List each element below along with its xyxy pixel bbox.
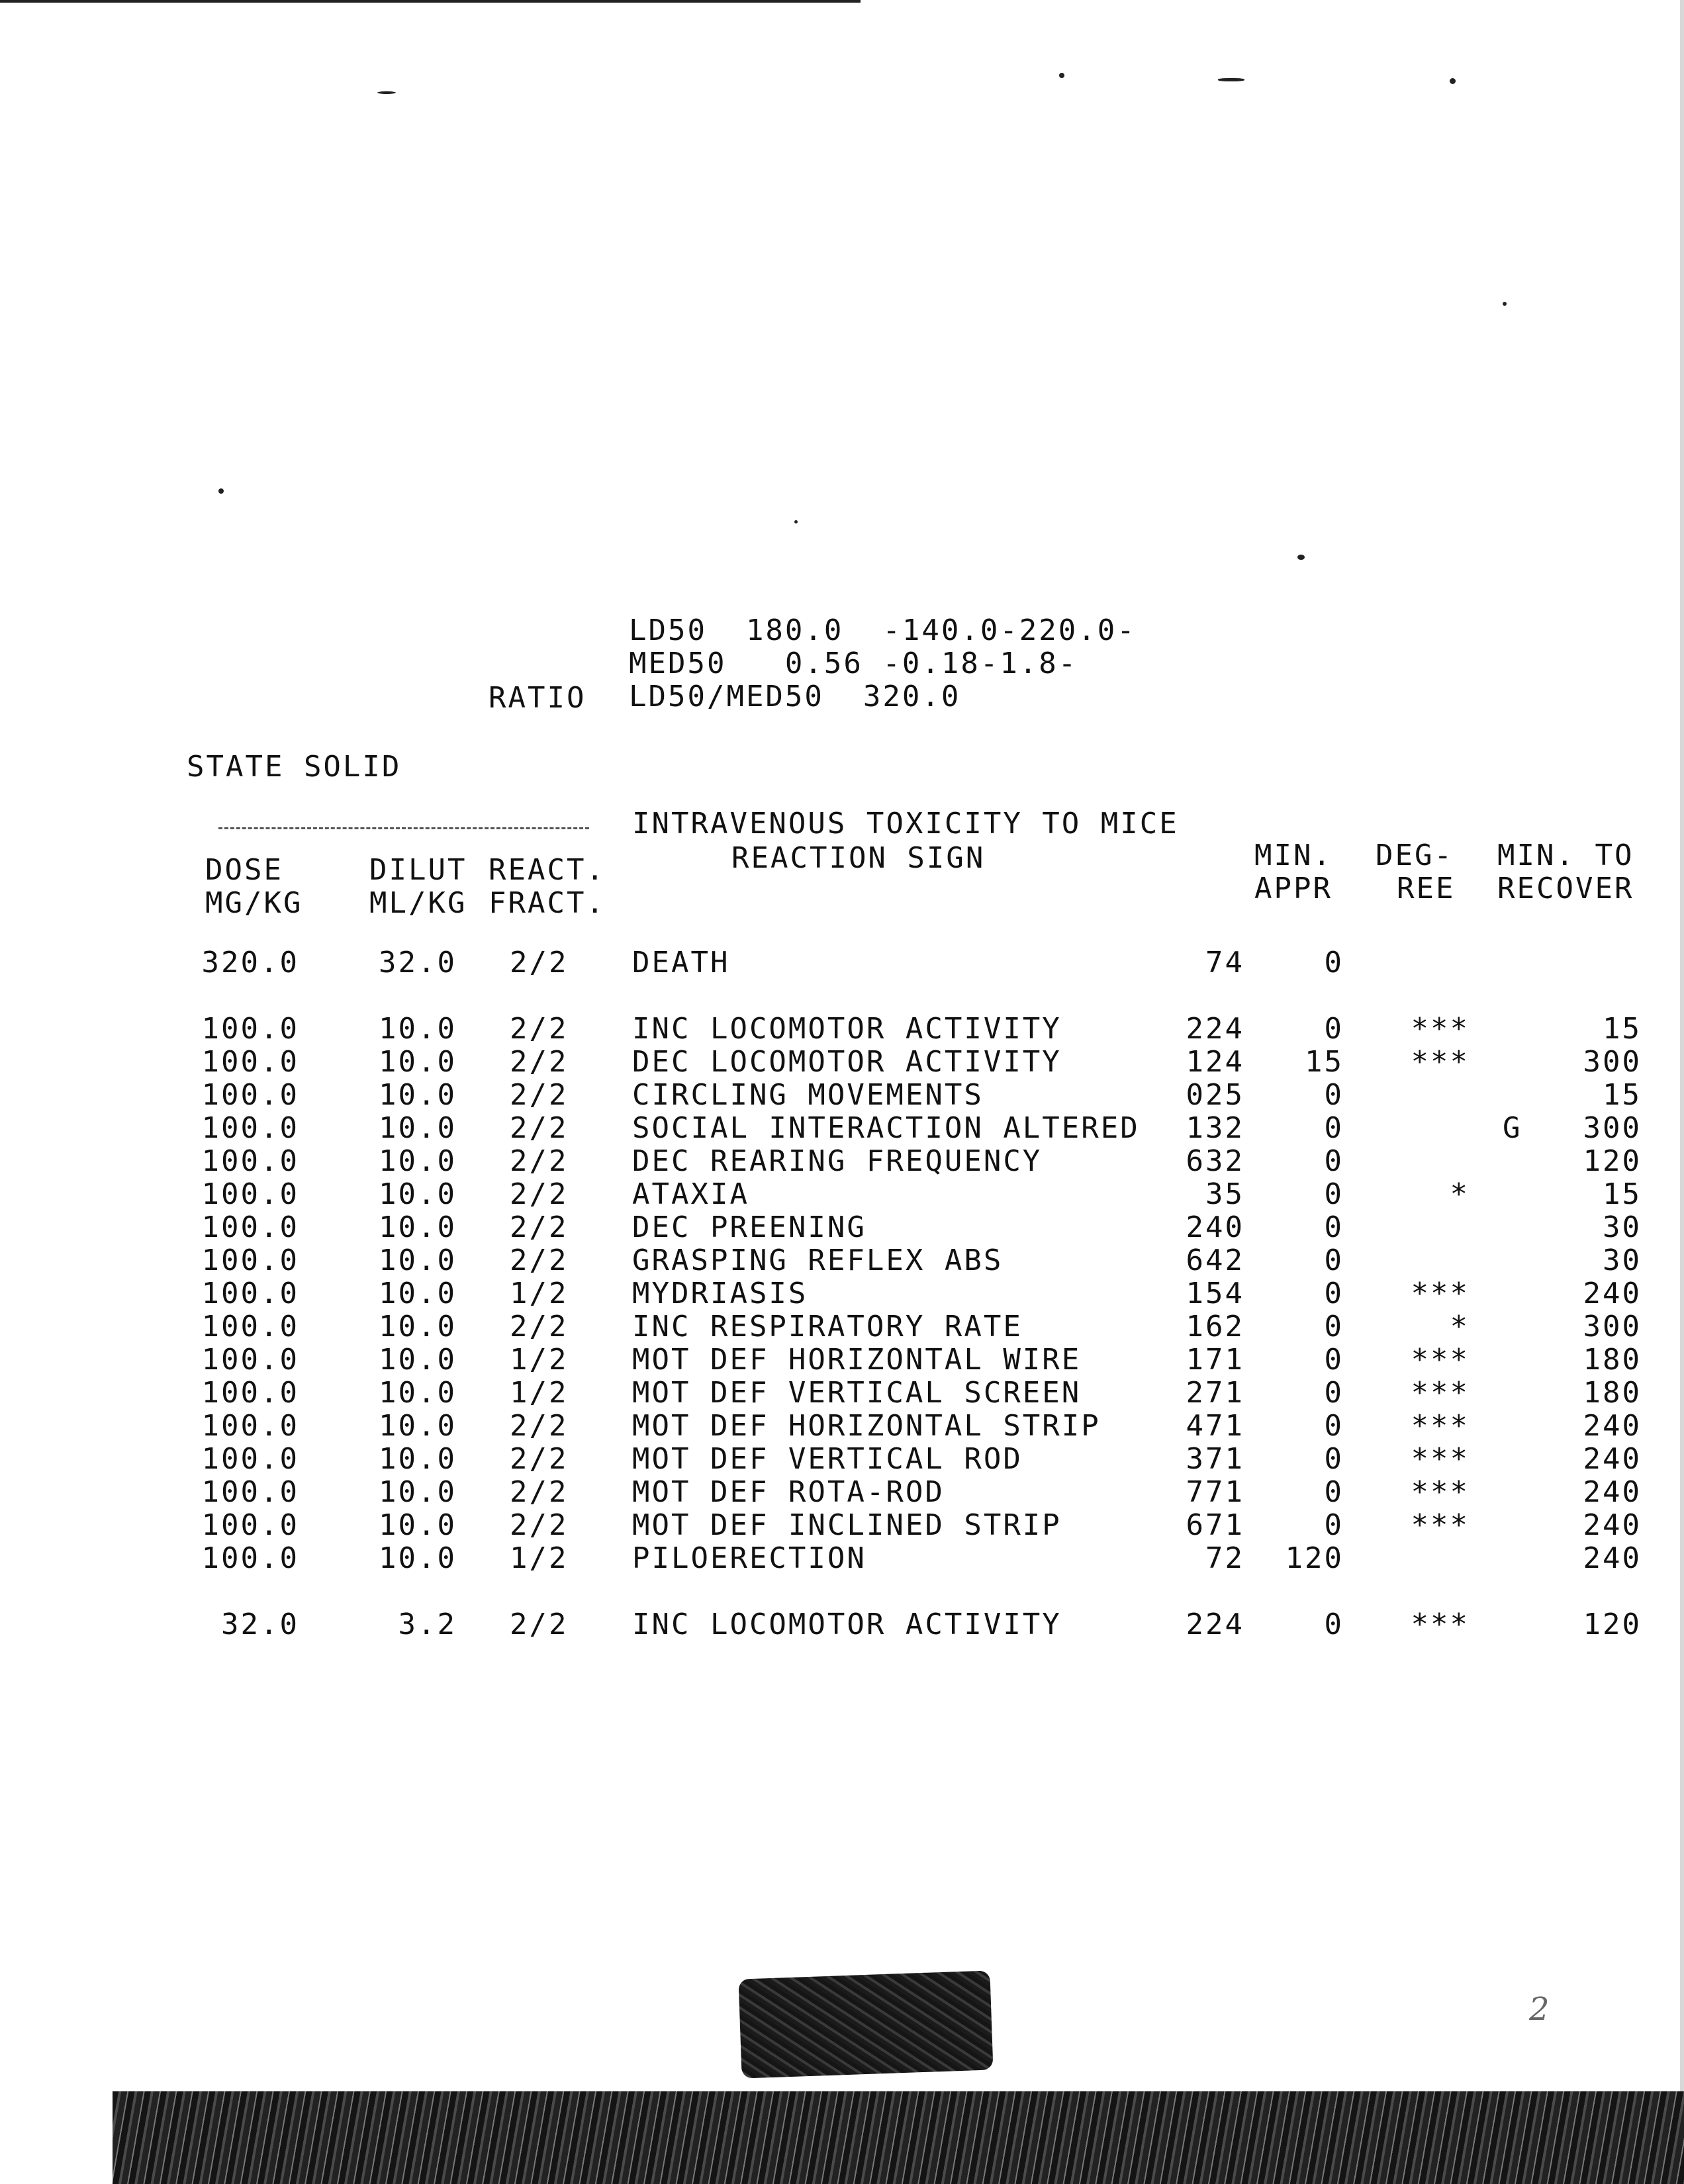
cell-code: 72 bbox=[1205, 1541, 1244, 1575]
cell-sign: MOT DEF HORIZONTAL STRIP bbox=[632, 1409, 1101, 1443]
cell-sign: MYDRIASIS bbox=[632, 1277, 808, 1310]
cell-fract: 2/2 bbox=[510, 1608, 569, 1641]
cell-dose: 100.0 bbox=[201, 1541, 299, 1575]
redaction-blot bbox=[738, 1970, 993, 2078]
cell-dilut: 10.0 bbox=[379, 1442, 457, 1476]
cell-code: 74 bbox=[1205, 946, 1244, 979]
cell-recover: 30 bbox=[1603, 1244, 1642, 1277]
cell-recover: 240 bbox=[1583, 1442, 1642, 1476]
cell-dose: 100.0 bbox=[201, 1144, 299, 1178]
cell-dilut: 10.0 bbox=[379, 1244, 457, 1277]
cell-sign: MOT DEF ROTA-ROD bbox=[632, 1475, 945, 1509]
ratio-label: RATIO bbox=[489, 681, 586, 715]
cell-appr: 0 bbox=[1324, 1475, 1344, 1509]
cell-code: 671 bbox=[1186, 1508, 1244, 1542]
cell-recover: 180 bbox=[1583, 1376, 1642, 1410]
header-min-appr-2: APPR bbox=[1254, 872, 1333, 905]
cell-code: 471 bbox=[1186, 1409, 1244, 1443]
cell-recover: 15 bbox=[1603, 1012, 1642, 1046]
cell-degree: * bbox=[1450, 1177, 1470, 1211]
cell-appr: 0 bbox=[1324, 1310, 1344, 1343]
header-min-recover-1: MIN. TO bbox=[1497, 839, 1634, 872]
top-scan-rule bbox=[0, 0, 861, 3]
cell-appr: 0 bbox=[1324, 1409, 1344, 1443]
cell-code: 162 bbox=[1186, 1310, 1244, 1343]
cell-fract: 2/2 bbox=[510, 1475, 569, 1509]
cell-dilut: 32.0 bbox=[379, 946, 457, 979]
scan-speck bbox=[1503, 302, 1507, 306]
cell-sign: DEC PREENING bbox=[632, 1210, 866, 1244]
cell-dilut: 10.0 bbox=[379, 1475, 457, 1509]
cell-recover: 300 bbox=[1583, 1310, 1642, 1343]
cell-sign: MOT DEF VERTICAL SCREEN bbox=[632, 1376, 1082, 1410]
scan-speck bbox=[794, 520, 798, 523]
header-dose-2: MG/KG bbox=[205, 886, 303, 920]
cell-sign: MOT DEF INCLINED STRIP bbox=[632, 1508, 1062, 1542]
cell-dilut: 3.2 bbox=[398, 1608, 457, 1641]
cell-recover: 240 bbox=[1583, 1475, 1642, 1509]
header-min-appr-1: MIN. bbox=[1254, 839, 1333, 872]
cell-flag: G bbox=[1503, 1111, 1522, 1145]
cell-dose: 100.0 bbox=[201, 1409, 299, 1443]
cell-recover: 240 bbox=[1583, 1277, 1642, 1310]
cell-code: 132 bbox=[1186, 1111, 1244, 1145]
cell-dose: 100.0 bbox=[201, 1442, 299, 1476]
cell-code: 271 bbox=[1186, 1376, 1244, 1410]
scan-speck bbox=[1297, 555, 1305, 560]
cell-recover: 240 bbox=[1583, 1508, 1642, 1542]
cell-degree: *** bbox=[1411, 1475, 1470, 1509]
cell-code: 35 bbox=[1205, 1177, 1244, 1211]
cell-sign: MOT DEF VERTICAL ROD bbox=[632, 1442, 1023, 1476]
cell-appr: 15 bbox=[1305, 1045, 1344, 1079]
cell-code: 124 bbox=[1186, 1045, 1244, 1079]
cell-recover: 180 bbox=[1583, 1343, 1642, 1377]
cell-fract: 1/2 bbox=[510, 1277, 569, 1310]
cell-appr: 0 bbox=[1324, 1144, 1344, 1178]
cell-appr: 0 bbox=[1324, 1442, 1344, 1476]
cell-recover: 120 bbox=[1583, 1144, 1642, 1178]
cell-dose: 100.0 bbox=[201, 1045, 299, 1079]
cell-recover: 300 bbox=[1583, 1045, 1642, 1079]
cell-sign: INC LOCOMOTOR ACTIVITY bbox=[632, 1012, 1062, 1046]
cell-dose: 100.0 bbox=[201, 1244, 299, 1277]
cell-recover: 240 bbox=[1583, 1409, 1642, 1443]
state-line: STATE SOLID bbox=[187, 750, 402, 784]
cell-fract: 2/2 bbox=[510, 1409, 569, 1443]
cell-dilut: 10.0 bbox=[379, 1310, 457, 1343]
cell-dose: 100.0 bbox=[201, 1343, 299, 1377]
cell-fract: 2/2 bbox=[510, 1244, 569, 1277]
cell-appr: 120 bbox=[1285, 1541, 1344, 1575]
cell-dose: 100.0 bbox=[201, 1111, 299, 1145]
cell-dilut: 10.0 bbox=[379, 1078, 457, 1112]
cell-fract: 1/2 bbox=[510, 1376, 569, 1410]
cell-appr: 0 bbox=[1324, 1111, 1344, 1145]
scan-speck bbox=[377, 91, 396, 94]
cell-recover: 30 bbox=[1603, 1210, 1642, 1244]
cell-degree: * bbox=[1450, 1310, 1470, 1343]
cell-sign: MOT DEF HORIZONTAL WIRE bbox=[632, 1343, 1082, 1377]
cell-dose: 320.0 bbox=[201, 946, 299, 979]
ld50-line: LD50 180.0 -140.0-220.0- bbox=[629, 614, 1137, 647]
cell-code: 025 bbox=[1186, 1078, 1244, 1112]
cell-fract: 1/2 bbox=[510, 1343, 569, 1377]
cell-code: 154 bbox=[1186, 1277, 1244, 1310]
cell-dilut: 10.0 bbox=[379, 1144, 457, 1178]
cell-appr: 0 bbox=[1324, 1244, 1344, 1277]
cell-code: 632 bbox=[1186, 1144, 1244, 1178]
bottom-scan-band bbox=[113, 2091, 1684, 2184]
cell-appr: 0 bbox=[1324, 1376, 1344, 1410]
cell-sign: GRASPING REFLEX ABS bbox=[632, 1244, 1004, 1277]
cell-code: 224 bbox=[1186, 1012, 1244, 1046]
header-react-1: REACT. bbox=[489, 853, 606, 887]
cell-degree: *** bbox=[1411, 1012, 1470, 1046]
cell-fract: 2/2 bbox=[510, 1078, 569, 1112]
cell-fract: 2/2 bbox=[510, 1045, 569, 1079]
scan-speck bbox=[1450, 78, 1456, 84]
cell-dilut: 10.0 bbox=[379, 1409, 457, 1443]
cell-recover: 240 bbox=[1583, 1541, 1642, 1575]
cell-sign: PILOERECTION bbox=[632, 1541, 866, 1575]
cell-degree: *** bbox=[1411, 1442, 1470, 1476]
cell-fract: 2/2 bbox=[510, 1210, 569, 1244]
cell-degree: *** bbox=[1411, 1508, 1470, 1542]
header-dilut-1: DILUT bbox=[369, 853, 467, 887]
cell-dilut: 10.0 bbox=[379, 1277, 457, 1310]
cell-dilut: 10.0 bbox=[379, 1177, 457, 1211]
cell-recover: 120 bbox=[1583, 1608, 1642, 1641]
ratio-line: LD50/MED50 320.0 bbox=[629, 680, 961, 713]
header-degree-1: DEG- bbox=[1376, 839, 1454, 872]
page-number: 2 bbox=[1529, 1991, 1550, 2028]
cell-recover: 300 bbox=[1583, 1111, 1642, 1145]
cell-fract: 2/2 bbox=[510, 1111, 569, 1145]
cell-degree: *** bbox=[1411, 1343, 1470, 1377]
cell-dose: 100.0 bbox=[201, 1177, 299, 1211]
cell-appr: 0 bbox=[1324, 1078, 1344, 1112]
cell-degree: *** bbox=[1411, 1277, 1470, 1310]
cell-sign: DEC LOCOMOTOR ACTIVITY bbox=[632, 1045, 1062, 1079]
cell-degree: *** bbox=[1411, 1409, 1470, 1443]
header-dose-1: DOSE bbox=[205, 853, 283, 887]
header-degree-2: REE bbox=[1397, 872, 1456, 905]
cell-sign: INC RESPIRATORY RATE bbox=[632, 1310, 1023, 1343]
med50-line: MED50 0.56 -0.18-1.8- bbox=[629, 647, 1078, 680]
scan-speck bbox=[1059, 73, 1064, 78]
cell-dose: 100.0 bbox=[201, 1310, 299, 1343]
cell-fract: 2/2 bbox=[510, 1310, 569, 1343]
cell-dose: 100.0 bbox=[201, 1012, 299, 1046]
cell-recover: 15 bbox=[1603, 1177, 1642, 1211]
table-title: INTRAVENOUS TOXICITY TO MICE bbox=[632, 807, 1179, 841]
cell-sign: INC LOCOMOTOR ACTIVITY bbox=[632, 1608, 1062, 1641]
dashed-rule bbox=[218, 827, 589, 829]
cell-sign: ATAXIA bbox=[632, 1177, 749, 1211]
cell-dose: 100.0 bbox=[201, 1210, 299, 1244]
cell-fract: 2/2 bbox=[510, 1508, 569, 1542]
header-dilut-2: ML/KG bbox=[369, 886, 467, 920]
cell-dilut: 10.0 bbox=[379, 1343, 457, 1377]
cell-sign: DEC REARING FREQUENCY bbox=[632, 1144, 1043, 1178]
cell-degree: *** bbox=[1411, 1376, 1470, 1410]
cell-appr: 0 bbox=[1324, 1012, 1344, 1046]
cell-dilut: 10.0 bbox=[379, 1012, 457, 1046]
cell-dilut: 10.0 bbox=[379, 1541, 457, 1575]
cell-code: 642 bbox=[1186, 1244, 1244, 1277]
cell-dose: 100.0 bbox=[201, 1508, 299, 1542]
cell-fract: 2/2 bbox=[510, 946, 569, 979]
cell-sign: SOCIAL INTERACTION ALTERED bbox=[632, 1111, 1140, 1145]
cell-code: 171 bbox=[1186, 1343, 1244, 1377]
cell-fract: 2/2 bbox=[510, 1442, 569, 1476]
cell-fract: 2/2 bbox=[510, 1177, 569, 1211]
cell-dose: 32.0 bbox=[221, 1608, 299, 1641]
cell-degree: *** bbox=[1411, 1608, 1470, 1641]
scan-speck bbox=[1218, 78, 1244, 81]
cell-fract: 2/2 bbox=[510, 1144, 569, 1178]
cell-recover: 15 bbox=[1603, 1078, 1642, 1112]
cell-code: 371 bbox=[1186, 1442, 1244, 1476]
cell-dose: 100.0 bbox=[201, 1277, 299, 1310]
right-scan-edge bbox=[1680, 0, 1684, 2184]
cell-appr: 0 bbox=[1324, 1177, 1344, 1211]
cell-appr: 0 bbox=[1324, 1608, 1344, 1641]
cell-degree: *** bbox=[1411, 1045, 1470, 1079]
cell-dose: 100.0 bbox=[201, 1475, 299, 1509]
cell-dilut: 10.0 bbox=[379, 1508, 457, 1542]
cell-dose: 100.0 bbox=[201, 1078, 299, 1112]
cell-dilut: 10.0 bbox=[379, 1045, 457, 1079]
scan-speck bbox=[218, 488, 224, 494]
cell-dilut: 10.0 bbox=[379, 1376, 457, 1410]
cell-code: 224 bbox=[1186, 1608, 1244, 1641]
header-sign: REACTION SIGN bbox=[731, 841, 986, 875]
cell-appr: 0 bbox=[1324, 946, 1344, 979]
cell-fract: 2/2 bbox=[510, 1012, 569, 1046]
cell-appr: 0 bbox=[1324, 1343, 1344, 1377]
cell-dilut: 10.0 bbox=[379, 1210, 457, 1244]
cell-dilut: 10.0 bbox=[379, 1111, 457, 1145]
cell-appr: 0 bbox=[1324, 1210, 1344, 1244]
cell-fract: 1/2 bbox=[510, 1541, 569, 1575]
cell-code: 240 bbox=[1186, 1210, 1244, 1244]
cell-code: 771 bbox=[1186, 1475, 1244, 1509]
cell-appr: 0 bbox=[1324, 1277, 1344, 1310]
header-react-2: FRACT. bbox=[489, 886, 606, 920]
cell-dose: 100.0 bbox=[201, 1376, 299, 1410]
cell-sign: CIRCLING MOVEMENTS bbox=[632, 1078, 984, 1112]
cell-sign: DEATH bbox=[632, 946, 730, 979]
cell-appr: 0 bbox=[1324, 1508, 1344, 1542]
header-min-recover-2: RECOVER bbox=[1497, 872, 1634, 905]
